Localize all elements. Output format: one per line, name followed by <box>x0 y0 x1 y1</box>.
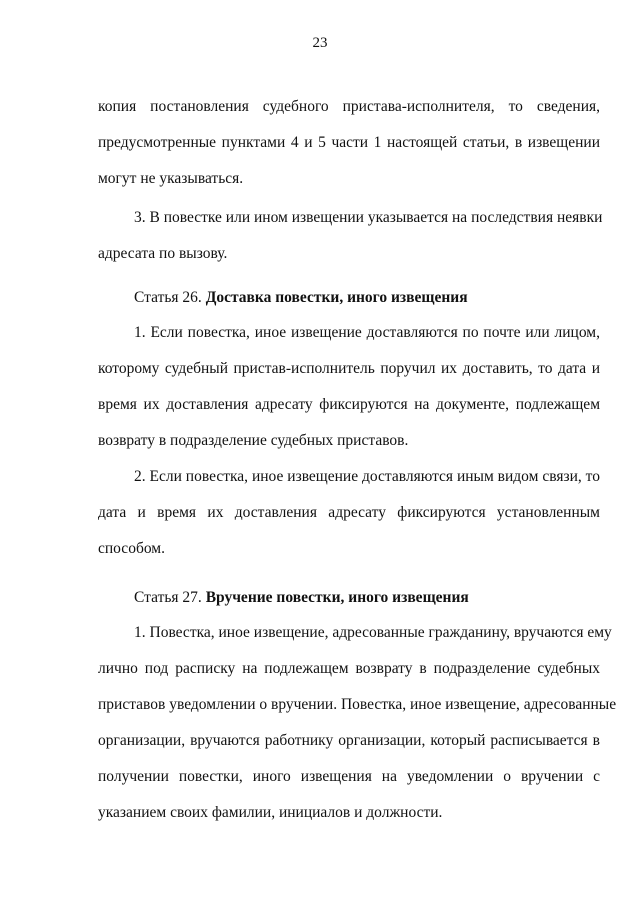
article-26-title: Доставка повестки, иного извещения <box>205 289 468 306</box>
text-line: лично под расписку на подлежащем возврату в подразделение судебных <box>98 660 600 677</box>
article-26-paragraph-2 <box>98 467 600 575</box>
paragraph-item-3 <box>98 208 603 280</box>
text-line: которому судебный пристав-исполнитель поручил их доставить, то дата и <box>98 360 600 377</box>
text-line: предусмотренные пунктами 4 и 5 части 1 настоящей статьи, в извещении <box>98 134 600 151</box>
text-line: организации, вручаются работнику организации, который расписывается в <box>98 732 600 749</box>
text-line: 1. Если повестка, иное извещение доставляются по почте или лицом, <box>134 324 600 341</box>
text-line: 2. Если повестка, иное извещение доставляются иным видом связи, то <box>134 468 600 485</box>
article-26-paragraph-1 <box>98 323 600 467</box>
text-line: 1. Повестка, иное извещение, адресованные гражданину, вручаются ему <box>134 624 612 641</box>
article-26-prefix: Статья 26. <box>134 289 206 306</box>
text-line: адресата по вызову. <box>98 245 228 262</box>
text-line: указанием своих фамилии, инициалов и должности. <box>98 804 443 821</box>
article-27-title: Вручение повестки, иного извещения <box>205 589 469 606</box>
text-line: время их доставления адресату фиксируются на документе, подлежащем <box>98 396 600 413</box>
text-line: дата и время их доставления адресату фиксируются установленным <box>98 504 600 521</box>
text-line: могут не указываться. <box>98 170 244 187</box>
text-line: способом. <box>98 540 165 557</box>
page-number: 23 <box>312 35 328 51</box>
text-line: копия постановления судебного пристава-исполнителя, то сведения, <box>98 98 600 115</box>
article-27-paragraph-1 <box>98 623 617 839</box>
article-27-prefix: Статья 27. <box>134 589 206 606</box>
article-27-heading <box>134 588 600 608</box>
text-line: возврату в подразделение судебных приставов. <box>98 432 409 449</box>
text-line: приставов уведомлении о вручении. Повестка, иное извещение, адресованные <box>98 696 617 713</box>
paragraph-continuation <box>98 97 600 205</box>
text-line: получении повестки, иного извещения на уведомлении о вручении с <box>98 768 600 785</box>
article-26-heading <box>134 288 600 308</box>
text-line: 3. В повестке или ином извещении указывается на последствия неявки <box>134 209 603 226</box>
